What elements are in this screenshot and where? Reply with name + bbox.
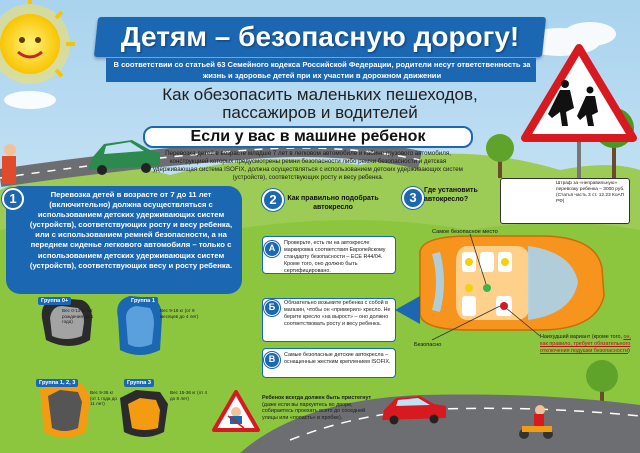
section1-text: Перевозка детей в возрасте от 7 до 11 лет (включительно) должна осуществляться с использованием детских удерживающих систем (устройств), соответствующих росту и весу ребенка, или с использованием ремней безопасности, а на переднем сиденье легкового автомобиля – только с использованием детских удерживающих систем (устройств), соответствующих весу и росту ребенка. (29, 190, 233, 270)
section3-number: 3 (402, 187, 424, 209)
group-info-1: Вес 9-18 кг (от 9 месяцев до 4 лет) (160, 308, 199, 319)
main-heading: Как обезопасить маленьких пешеходов, пассажиров и водителей (162, 85, 478, 122)
group-info-3: Вес 15-36 кг (от 4 до 8 лет) (170, 390, 208, 401)
intro-text: Перевозка детей в возрасте младше 7 лет в легковом автомобиле и кабине грузового автомобиля, конструкцией которых предусмотрены ремни безопасности либо ремни безопасности и детская удерживающая система ISOFIX, должна осуществляться с использованием детских удерживающих систем (устройств), соответствующих росту и весу ребенка. (153, 150, 463, 181)
step-v-text: Самые безопасные детские автокресла – оснащенные жестким креплением ISOFIX. (284, 352, 391, 365)
step-a-letter: A (264, 241, 280, 257)
belt-title: Ребенок всегда должен быть пристегнут (262, 395, 372, 401)
section2-number: 2 (262, 189, 284, 211)
group-label-0: Группа 0+ (38, 297, 71, 305)
section2-title: Как правильно подобрать автокресло (287, 195, 379, 211)
car-top-view-diagram (420, 234, 604, 340)
dangerous-label: Безопасно (414, 342, 442, 348)
step-b-letter: Б (264, 300, 280, 316)
section1-number: 1 (2, 188, 24, 210)
group-label-1: Группа 1 (128, 297, 158, 305)
group-info-0: Вес 0-13 кг (от рождения до 1 года) (62, 308, 94, 325)
page-title: Детям – безопасную дорогу! (120, 21, 520, 52)
group-info-2: Вес 9-36 кг (от 1 года до 11 лет) (90, 390, 117, 407)
group-label-2: Группа 1, 2, 3 (36, 379, 78, 387)
belt-note (262, 395, 380, 421)
worst-option-note (540, 334, 634, 355)
worst-underlined: он, как правило, требует обязательного отключения подушки безопасности (540, 334, 631, 354)
worst-tail: ) (627, 348, 630, 354)
group-label-3: Группа 3 (124, 379, 154, 387)
step-a-text: Проверьте, есть ли на автокресле маркировка соответствия Европейскому стандарту безопасности – ECE R44/04. Кроме того, оно должно быть сертифицировано. (284, 240, 386, 274)
worst-lead: Наихудший вариант (кроме того, (540, 334, 624, 340)
section3-title: Где установить автокресло? (424, 187, 478, 203)
step-v-letter: В (264, 352, 280, 368)
fine-text: Штраф за «неправильную» перевозку ребенка – 3000 руб. (Статья часть 3 ст. 12.23 КоАП РФ) (556, 181, 625, 204)
box-title: Если у вас в машине ребенок (190, 128, 426, 145)
belt-body: (даже если вы паркуетесь во дворе, собираетесь проехать всего до соседней улицы или «попасть» в пробке). (262, 401, 366, 421)
subtitle: В соответствии со статьей 63 Семейного кодекса Российской Федерации, родители несут ответственность за жизнь и здоровье детей при их участии в дорожном движении (113, 60, 531, 80)
pedestrian-icon (2, 144, 16, 184)
safest-place-label: Самое безопасное место (432, 229, 498, 235)
step-b-text: Обязательно возьмите ребенка с собой в магазин, чтобы он «примерил» кресло. Не берите кресло «на вырост» – оно должно соответствовать росту и весу ребенка. (284, 300, 391, 327)
